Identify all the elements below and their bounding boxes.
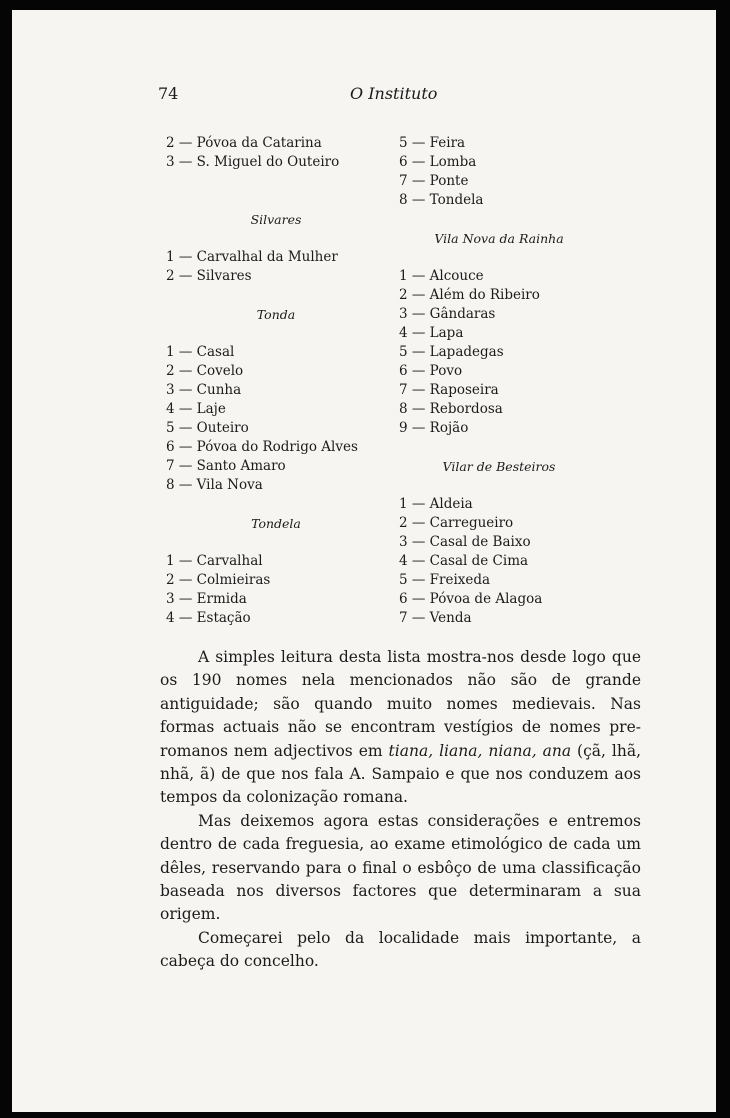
section-heading-tondela: Tondela bbox=[251, 516, 301, 531]
list-item: 2 — Póvoa da Catarina bbox=[166, 135, 322, 151]
scan-border-right bbox=[716, 0, 730, 1118]
latin-suffixes: tiana, liana, niana, ana bbox=[388, 741, 572, 760]
list-item: 7 — Raposeira bbox=[399, 382, 499, 398]
scan-border-top bbox=[0, 0, 730, 10]
list-item: 6 — Póvoa de Alagoa bbox=[399, 591, 543, 607]
list-item: 1 — Casal bbox=[166, 344, 235, 360]
list-item: 4 — Estação bbox=[166, 610, 251, 626]
list-item: 4 — Laje bbox=[166, 401, 226, 417]
list-item: 7 — Venda bbox=[399, 610, 472, 626]
list-item: 5 — Outeiro bbox=[166, 420, 249, 436]
list-item: 4 — Lapa bbox=[399, 325, 464, 341]
list-item: 9 — Rojão bbox=[399, 420, 469, 436]
section-heading-vilar-de-besteiros: Vilar de Besteiros bbox=[442, 459, 556, 474]
list-item: 3 — S. Miguel do Outeiro bbox=[166, 154, 340, 170]
right-column bbox=[399, 134, 609, 628]
paragraph-2: Mas deixemos agora estas considerações e entremos dentro de cada freguesia, ao exame etimológico de cada um dêles, reservando para o final o esbôço de uma classificação baseada nos diversos factores que determinaram a sua origem. bbox=[160, 811, 641, 924]
list-item: 2 — Covelo bbox=[166, 363, 244, 379]
list-item: 6 — Povo bbox=[399, 363, 463, 379]
body-text bbox=[160, 646, 641, 974]
list-item: 2 — Colmieiras bbox=[166, 572, 271, 588]
paragraph-3: Começarei pelo da localidade mais importante, a cabeça do concelho. bbox=[160, 928, 641, 971]
scan-border-left bbox=[0, 0, 12, 1118]
list-item: 2 — Silvares bbox=[166, 268, 252, 284]
list-item: 8 — Vila Nova bbox=[166, 477, 263, 493]
list-item: 2 — Carregueiro bbox=[399, 515, 514, 531]
list-item: 5 — Lapadegas bbox=[399, 344, 504, 360]
paragraph-1 bbox=[160, 646, 641, 810]
list-item: 6 — Lomba bbox=[399, 154, 477, 170]
list-item: 3 — Gândaras bbox=[399, 306, 496, 322]
list-item: 1 — Carvalhal bbox=[166, 553, 263, 569]
list-item: 5 — Freixeda bbox=[399, 572, 491, 588]
page-number: 74 bbox=[158, 84, 179, 103]
list-item: 5 — Feira bbox=[399, 135, 466, 151]
list-item: 6 — Póvoa do Rodrigo Alves bbox=[166, 439, 358, 455]
list-item: 7 — Santo Amaro bbox=[166, 458, 286, 474]
list-item: 4 — Casal de Cima bbox=[399, 553, 529, 569]
list-item: 1 — Aldeia bbox=[399, 496, 473, 512]
list-item: 1 — Alcouce bbox=[399, 268, 484, 284]
list-item: 8 — Tondela bbox=[399, 192, 484, 208]
running-head: O Instituto bbox=[350, 84, 438, 103]
list-item: 3 — Ermida bbox=[166, 591, 247, 607]
list-item: 1 — Carvalhal da Mulher bbox=[166, 249, 338, 265]
section-heading-vila-nova-da-rainha: Vila Nova da Rainha bbox=[434, 231, 564, 246]
section-heading-tonda: Tonda bbox=[256, 307, 296, 322]
list-item: 2 — Além do Ribeiro bbox=[399, 287, 540, 303]
paragraph-1-part-b: (çã, lhã, nhã, ã) de que nos fala A. Sampaio e que nos conduzem aos tempos da colonização romana. bbox=[160, 741, 642, 807]
section-heading-silvares: Silvares bbox=[250, 212, 302, 227]
list-item: 7 — Ponte bbox=[399, 173, 469, 189]
scan-border-bottom bbox=[0, 1112, 730, 1118]
left-column bbox=[166, 134, 376, 628]
list-item: 3 — Cunha bbox=[166, 382, 242, 398]
paragraph-1-part-a: A simples leitura desta lista mostra-nos desde logo que os 190 nomes nela mencionados não são de grande antiguidade; são quando muito nomes medievais. Nas formas actuais não se encontram vestígios de nomes pre-romanos nem adjectivos em bbox=[160, 648, 641, 760]
list-item: 8 — Rebordosa bbox=[399, 401, 503, 417]
list-item: 3 — Casal de Baixo bbox=[399, 534, 531, 550]
